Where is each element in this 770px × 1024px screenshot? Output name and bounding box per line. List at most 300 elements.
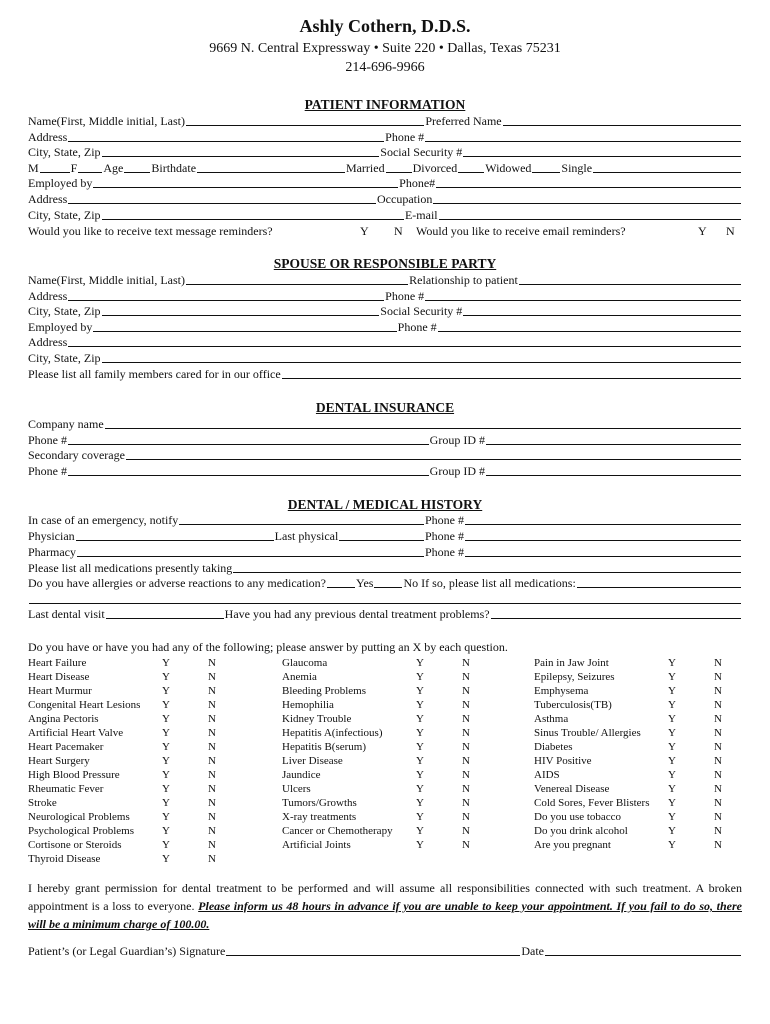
divorced-field[interactable] <box>458 172 484 173</box>
condition-label: Venereal Disease <box>534 783 610 795</box>
label-spouse-employed: Employed by <box>28 320 93 334</box>
employer-phone-field[interactable] <box>436 187 741 188</box>
condition-no[interactable]: N <box>714 685 722 697</box>
family-members-row <box>28 367 742 382</box>
condition-row <box>28 670 216 684</box>
patient-phone-field[interactable] <box>425 141 741 142</box>
condition-label: Heart Murmur <box>28 685 92 697</box>
patient-address-row <box>28 130 742 145</box>
condition-label: Do you use tobacco <box>534 811 622 823</box>
condition-yes[interactable]: Y <box>416 713 424 725</box>
employer-address-field[interactable] <box>68 203 376 204</box>
spouse-name-row <box>28 273 742 288</box>
condition-yes[interactable]: Y <box>668 825 676 837</box>
condition-yes[interactable]: Y <box>162 783 170 795</box>
physician-phone-field[interactable] <box>465 540 741 541</box>
condition-yes[interactable]: Y <box>668 699 676 711</box>
spouse-address-row <box>28 289 742 304</box>
condition-yes[interactable]: Y <box>162 811 170 823</box>
insurance-company-row <box>28 417 742 432</box>
condition-label: Pain in Jaw Joint <box>534 657 609 669</box>
condition-row <box>534 810 722 824</box>
section-spouse-title: SPOUSE OR RESPONSIBLE PARTY <box>273 256 497 271</box>
label-signature: Patient’s (or Legal Guardian’s) Signature <box>28 944 226 958</box>
medications-row <box>28 561 742 576</box>
label-medications: Please list all medications presently taking <box>28 561 233 575</box>
patient-demographics-row <box>28 161 742 176</box>
label-spouse-name: Name(First, Middle initial, Last) <box>28 273 185 287</box>
condition-row <box>534 684 722 698</box>
condition-no[interactable]: N <box>208 755 216 767</box>
patient-name-field[interactable] <box>186 125 424 126</box>
condition-yes[interactable]: Y <box>162 797 170 809</box>
family-members-field[interactable] <box>282 378 741 379</box>
label-spouse-ssn: Social Security # <box>380 304 463 318</box>
condition-no[interactable]: N <box>208 797 216 809</box>
section-insurance-title: DENTAL INSURANCE <box>315 400 455 415</box>
label-pharmacy: Pharmacy <box>28 545 76 559</box>
condition-no[interactable]: N <box>714 713 722 725</box>
condition-yes[interactable]: Y <box>668 811 676 823</box>
condition-label: Hepatitis B(serum) <box>282 741 367 753</box>
condition-row <box>282 782 470 796</box>
label-f: F <box>70 161 78 175</box>
label-last-visit: Last dental visit <box>28 607 105 621</box>
widowed-field[interactable] <box>532 172 560 173</box>
email-reminder-question: Would you like to receive email reminders? <box>416 224 626 238</box>
condition-row <box>28 852 216 866</box>
condition-no[interactable]: N <box>714 839 722 851</box>
label-pharm-phone: Phone # <box>425 545 464 559</box>
condition-row <box>282 656 470 670</box>
condition-no[interactable]: N <box>462 825 470 837</box>
condition-yes[interactable]: Y <box>416 825 424 837</box>
condition-no[interactable]: N <box>714 657 722 669</box>
condition-yes[interactable]: Y <box>668 741 676 753</box>
condition-label: Heart Pacemaker <box>28 741 104 753</box>
condition-row <box>282 768 470 782</box>
condition-row <box>534 698 722 712</box>
condition-row <box>282 754 470 768</box>
condition-row <box>28 656 216 670</box>
emergency-row <box>28 513 742 528</box>
section-history-title: DENTAL / MEDICAL HISTORY <box>287 497 483 512</box>
reminders-row <box>28 224 742 239</box>
label-yes: Yes <box>356 576 374 590</box>
conditions-column-3 <box>534 656 722 852</box>
condition-row <box>28 698 216 712</box>
spouse-employer-csz-field[interactable] <box>102 362 741 363</box>
condition-row <box>534 838 722 852</box>
email-field[interactable] <box>439 219 741 220</box>
last-physical-field[interactable] <box>339 540 424 541</box>
condition-row <box>282 698 470 712</box>
label-divorced: Divorced <box>412 161 458 175</box>
condition-no[interactable]: N <box>208 699 216 711</box>
condition-no[interactable]: N <box>714 811 722 823</box>
condition-yes[interactable]: Y <box>668 685 676 697</box>
conditions-intro-text: Do you have or have you had any of the following; please answer by putting an X by each question. <box>28 640 508 654</box>
consent-paragraph <box>28 879 742 933</box>
condition-label: Congenital Heart Lesions <box>28 699 141 711</box>
condition-row <box>282 810 470 824</box>
condition-label: X-ray treatments <box>282 811 357 823</box>
condition-yes[interactable]: Y <box>668 713 676 725</box>
condition-label: Asthma <box>534 713 569 725</box>
condition-yes[interactable]: Y <box>668 727 676 739</box>
spouse-employer-phone-field[interactable] <box>438 331 741 332</box>
condition-label: Cold Sores, Fever Blisters <box>534 797 650 809</box>
condition-no[interactable]: N <box>208 713 216 725</box>
label-widowed: Widowed <box>485 161 532 175</box>
condition-yes[interactable]: Y <box>416 741 424 753</box>
condition-yes[interactable]: Y <box>162 769 170 781</box>
employer-csz-field[interactable] <box>102 219 404 220</box>
pharmacy-field[interactable] <box>77 556 424 557</box>
condition-label: Glaucoma <box>282 657 328 669</box>
condition-label: Hemophilia <box>282 699 334 711</box>
secondary-field[interactable] <box>126 459 741 460</box>
condition-no[interactable]: N <box>462 797 470 809</box>
patient-ssn-field[interactable] <box>463 156 741 157</box>
label-address: Address <box>28 130 68 144</box>
label-csz2: City, State, Zip <box>28 208 101 222</box>
condition-no[interactable]: N <box>208 825 216 837</box>
label-group: Group ID # <box>429 433 485 447</box>
condition-label: Jaundice <box>282 769 321 781</box>
condition-no[interactable]: N <box>462 755 470 767</box>
allergies-continuation-row <box>28 592 742 607</box>
condition-label: Psychological Problems <box>28 825 135 837</box>
spouse-csz-row <box>28 304 742 319</box>
condition-label: Ulcers <box>282 783 311 795</box>
condition-label: Diabetes <box>534 741 573 753</box>
condition-no[interactable]: N <box>462 769 470 781</box>
label-phys-phone: Phone # <box>425 529 464 543</box>
condition-row <box>282 824 470 838</box>
condition-yes[interactable]: Y <box>162 741 170 753</box>
age-field[interactable] <box>124 172 150 173</box>
condition-row <box>28 754 216 768</box>
condition-label: Artificial Joints <box>282 839 351 851</box>
label-secondary: Secondary coverage <box>28 448 125 462</box>
allergies-no-field[interactable] <box>374 587 402 588</box>
condition-no[interactable]: N <box>208 727 216 739</box>
patient-employer-address-row <box>28 192 742 207</box>
email-reminder-yes[interactable]: Y <box>698 224 707 238</box>
condition-label: Thyroid Disease <box>28 853 101 865</box>
spouse-employer-csz-row <box>28 351 742 366</box>
condition-yes[interactable]: Y <box>416 755 424 767</box>
condition-label: Sinus Trouble/ Allergies <box>534 727 641 739</box>
label-spouse-phone2: Phone # <box>397 320 437 334</box>
prev-problems-field[interactable] <box>491 618 741 619</box>
condition-label: HIV Positive <box>534 755 592 767</box>
condition-row <box>534 740 722 754</box>
condition-yes[interactable]: Y <box>162 685 170 697</box>
spouse-employer-address-field[interactable] <box>68 346 741 347</box>
label-email: E-mail <box>404 208 438 222</box>
f-field[interactable] <box>78 172 102 173</box>
condition-row <box>28 726 216 740</box>
condition-no[interactable]: N <box>208 839 216 851</box>
preferred-name-field[interactable] <box>503 125 741 126</box>
condition-label: Anemia <box>282 671 317 683</box>
label-spouse-address: Address <box>28 289 68 303</box>
spouse-phone-field[interactable] <box>425 300 741 301</box>
condition-row <box>28 712 216 726</box>
single-field[interactable] <box>593 172 741 173</box>
condition-yes[interactable]: Y <box>162 825 170 837</box>
condition-label: Cortisone or Steroids <box>28 839 122 851</box>
condition-row <box>282 726 470 740</box>
condition-label: Artificial Heart Valve <box>28 727 124 739</box>
condition-no[interactable]: N <box>462 671 470 683</box>
condition-no[interactable]: N <box>714 727 722 739</box>
condition-label: Bleeding Problems <box>282 685 367 697</box>
employer-field[interactable] <box>93 187 398 188</box>
condition-no[interactable]: N <box>714 755 722 767</box>
group-id-field[interactable] <box>486 444 741 445</box>
condition-row <box>534 754 722 768</box>
condition-yes[interactable]: Y <box>162 713 170 725</box>
condition-label: Stroke <box>28 797 57 809</box>
condition-row <box>28 684 216 698</box>
condition-label: Emphysema <box>534 685 589 697</box>
patient-name-row <box>28 114 742 129</box>
medications-field[interactable] <box>233 572 741 573</box>
label-spouse-address2: Address <box>28 335 68 349</box>
condition-no[interactable]: N <box>714 769 722 781</box>
condition-yes[interactable]: Y <box>668 657 676 669</box>
text-reminder-yes[interactable]: Y <box>360 224 369 238</box>
condition-row <box>28 768 216 782</box>
condition-label: Heart Disease <box>28 671 90 683</box>
condition-no[interactable]: N <box>208 741 216 753</box>
condition-no[interactable]: N <box>462 699 470 711</box>
label-family: Please list all family members cared for in our office <box>28 367 281 381</box>
condition-label: Kidney Trouble <box>282 713 352 725</box>
condition-row <box>534 656 722 670</box>
m-field[interactable] <box>40 172 70 173</box>
condition-no[interactable]: N <box>714 797 722 809</box>
practice-name: Ashly Cothern, D.D.S. <box>299 16 471 36</box>
label-ssn: Social Security # <box>380 145 463 159</box>
condition-yes[interactable]: Y <box>668 671 676 683</box>
label-ins-phone2: Phone # <box>28 464 67 478</box>
condition-no[interactable]: N <box>208 685 216 697</box>
pharmacy-phone-field[interactable] <box>465 556 741 557</box>
relationship-field[interactable] <box>519 284 741 285</box>
condition-no[interactable]: N <box>208 783 216 795</box>
condition-row <box>534 670 722 684</box>
condition-no[interactable]: N <box>208 657 216 669</box>
occupation-field[interactable] <box>433 203 741 204</box>
condition-row <box>534 824 722 838</box>
email-reminder-no[interactable]: N <box>726 224 735 238</box>
condition-yes[interactable]: Y <box>162 755 170 767</box>
birthdate-field[interactable] <box>197 172 345 173</box>
label-name: Name(First, Middle initial, Last) <box>28 114 185 128</box>
condition-no[interactable]: N <box>462 839 470 851</box>
practice-address: 9669 N. Central Expressway • Suite 220 • Dallas, Texas 75231 <box>209 41 561 56</box>
condition-row <box>28 740 216 754</box>
condition-row <box>534 726 722 740</box>
last-visit-row <box>28 607 742 622</box>
allergies-yes-field[interactable] <box>327 587 355 588</box>
condition-no[interactable]: N <box>462 713 470 725</box>
patient-csz-row <box>28 145 742 160</box>
condition-yes[interactable]: Y <box>162 699 170 711</box>
married-field[interactable] <box>386 172 412 173</box>
allergies-row <box>28 576 742 591</box>
label-employed: Employed by <box>28 176 93 190</box>
patient-csz-field[interactable] <box>102 156 380 157</box>
condition-row <box>534 768 722 782</box>
condition-no[interactable]: N <box>208 769 216 781</box>
emergency-phone-field[interactable] <box>465 524 741 525</box>
condition-no[interactable]: N <box>208 671 216 683</box>
condition-yes[interactable]: Y <box>416 657 424 669</box>
spouse-csz-field[interactable] <box>102 315 380 316</box>
condition-row <box>28 796 216 810</box>
label-emergency: In case of an emergency, notify <box>28 513 179 527</box>
label-spouse-csz: City, State, Zip <box>28 304 101 318</box>
label-physician: Physician <box>28 529 75 543</box>
label-em-phone: Phone # <box>425 513 464 527</box>
label-last-physical: Last physical <box>274 529 339 543</box>
condition-row <box>282 796 470 810</box>
ins-phone-field[interactable] <box>68 444 429 445</box>
condition-yes[interactable]: Y <box>162 839 170 851</box>
condition-yes[interactable]: Y <box>416 839 424 851</box>
condition-no[interactable]: N <box>714 671 722 683</box>
condition-row <box>282 670 470 684</box>
spouse-employer-field[interactable] <box>93 331 396 332</box>
condition-label: Heart Failure <box>28 657 87 669</box>
condition-label: Are you pregnant <box>534 839 611 851</box>
condition-yes[interactable]: Y <box>416 685 424 697</box>
condition-no[interactable]: N <box>208 853 216 865</box>
condition-yes[interactable]: Y <box>416 699 424 711</box>
label-m: M <box>28 161 39 175</box>
condition-label: Epilepsy, Seizures <box>534 671 615 683</box>
condition-yes[interactable]: Y <box>416 811 424 823</box>
condition-yes[interactable]: Y <box>416 797 424 809</box>
condition-yes[interactable]: Y <box>416 783 424 795</box>
text-reminder-question: Would you like to receive text message reminders? <box>28 224 273 238</box>
patient-employer-csz-row <box>28 208 742 223</box>
label-single: Single <box>561 161 593 175</box>
consent-emphasis: Please inform us 48 hours in advance if you are unable to keep your appointment. If you fail to do so, there will be a minimum charge of 100.00. <box>28 899 742 931</box>
condition-label: Liver Disease <box>282 755 343 767</box>
condition-label: AIDS <box>534 769 560 781</box>
condition-yes[interactable]: Y <box>162 671 170 683</box>
condition-no[interactable]: N <box>208 811 216 823</box>
company-field[interactable] <box>105 428 741 429</box>
condition-yes[interactable]: Y <box>668 755 676 767</box>
condition-label: Neurological Problems <box>28 811 130 823</box>
condition-label: Tumors/Growths <box>282 797 357 809</box>
condition-row <box>534 712 722 726</box>
signature-field[interactable] <box>226 955 520 956</box>
label-married: Married <box>345 161 385 175</box>
consent-text: I hereby grant permission for dental treatment to be performed and will assume all responsibilities connected with such treatment. A broken appointment is a loss to everyone. <box>28 881 742 913</box>
condition-yes[interactable]: Y <box>668 783 676 795</box>
spouse-employer-row <box>28 320 742 335</box>
label-spouse-phone: Phone # <box>385 289 425 303</box>
spouse-employer-address-row <box>28 335 742 350</box>
text-reminder-no[interactable]: N <box>394 224 403 238</box>
condition-no[interactable]: N <box>714 825 722 837</box>
condition-no[interactable]: N <box>714 783 722 795</box>
last-visit-field[interactable] <box>106 618 224 619</box>
condition-yes[interactable]: Y <box>162 727 170 739</box>
patient-address-field[interactable] <box>68 141 384 142</box>
condition-yes[interactable]: Y <box>668 797 676 809</box>
condition-yes[interactable]: Y <box>162 657 170 669</box>
ins-phone2-field[interactable] <box>68 475 429 476</box>
allergy-list-field-2[interactable] <box>29 603 741 604</box>
condition-yes[interactable]: Y <box>668 769 676 781</box>
spouse-ssn-field[interactable] <box>463 315 741 316</box>
condition-no[interactable]: N <box>462 685 470 697</box>
conditions-column-2 <box>282 656 470 852</box>
condition-no[interactable]: N <box>462 727 470 739</box>
label-group2: Group ID # <box>429 464 485 478</box>
emergency-field[interactable] <box>179 524 424 525</box>
label-no-list: No If so, please list all medications: <box>403 576 576 590</box>
condition-label: Angina Pectoris <box>28 713 99 725</box>
date-field[interactable] <box>545 955 741 956</box>
condition-yes[interactable]: Y <box>416 727 424 739</box>
physician-field[interactable] <box>76 540 274 541</box>
condition-yes[interactable]: Y <box>668 839 676 851</box>
condition-row <box>282 684 470 698</box>
condition-row <box>282 838 470 852</box>
condition-row <box>28 838 216 852</box>
label-allergies: Do you have allergies or adverse reactions to any medication? <box>28 576 327 590</box>
condition-row <box>534 782 722 796</box>
condition-label: Hepatitis A(infectious) <box>282 727 383 739</box>
condition-yes[interactable]: Y <box>162 853 170 865</box>
secondary-phone-row <box>28 464 742 479</box>
spouse-address-field[interactable] <box>68 300 384 301</box>
group-id2-field[interactable] <box>486 475 741 476</box>
condition-yes[interactable]: Y <box>416 769 424 781</box>
allergy-list-field[interactable] <box>577 587 741 588</box>
condition-row <box>534 796 722 810</box>
condition-no[interactable]: N <box>714 699 722 711</box>
condition-label: Do you drink alcohol <box>534 825 628 837</box>
condition-row <box>28 810 216 824</box>
label-birthdate: Birthdate <box>151 161 197 175</box>
condition-no[interactable]: N <box>462 811 470 823</box>
condition-row <box>282 712 470 726</box>
label-csz: City, State, Zip <box>28 145 101 159</box>
condition-yes[interactable]: Y <box>416 671 424 683</box>
label-company: Company name <box>28 417 104 431</box>
label-address2: Address <box>28 192 68 206</box>
spouse-name-field[interactable] <box>186 284 408 285</box>
conditions-column-1 <box>28 656 216 866</box>
condition-no[interactable]: N <box>462 657 470 669</box>
condition-no[interactable]: N <box>462 783 470 795</box>
condition-no[interactable]: N <box>462 741 470 753</box>
condition-no[interactable]: N <box>714 741 722 753</box>
label-occupation: Occupation <box>377 192 433 206</box>
condition-label: Rheumatic Fever <box>28 783 104 795</box>
